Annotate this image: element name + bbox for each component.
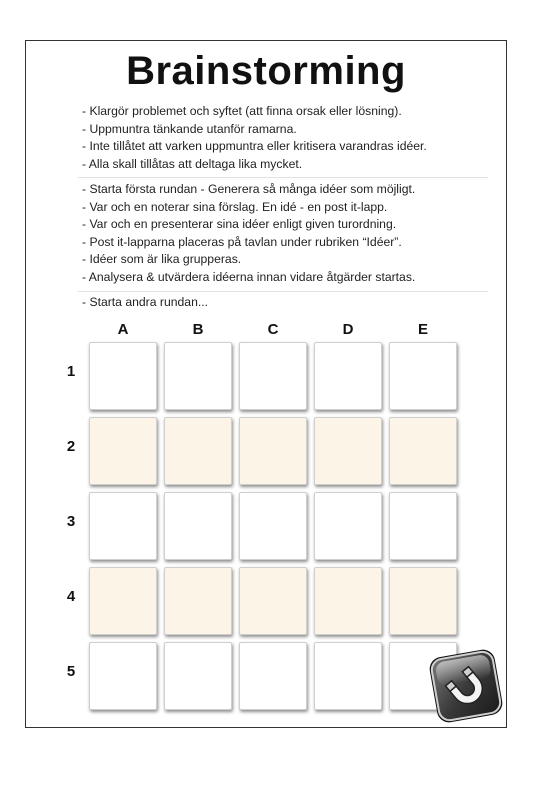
note-cell-a1[interactable] [89, 342, 157, 410]
magnet-icon[interactable] [429, 649, 503, 723]
step-line: - Var och en presenterar sina idéer enligt given turordning. [82, 217, 397, 231]
step-line: - Starta första rundan - Generera så många idéer som möjligt. [82, 182, 416, 196]
row-header-4: 4 [66, 588, 76, 605]
round-one-steps [82, 181, 482, 286]
note-cell-e3[interactable] [389, 492, 457, 560]
note-cell-a4[interactable] [89, 567, 157, 635]
divider [78, 291, 488, 292]
note-cell-e2[interactable] [389, 417, 457, 485]
rule-line: - Inte tillåtet att varken uppmuntra eller kritisera varandras idéer. [82, 139, 427, 153]
row-header-3: 3 [66, 513, 76, 530]
note-cell-d4[interactable] [314, 567, 382, 635]
column-header-d: D [342, 321, 354, 338]
note-cell-b1[interactable] [164, 342, 232, 410]
note-cell-c1[interactable] [239, 342, 307, 410]
note-cell-c2[interactable] [239, 417, 307, 485]
step-line: - Analysera & utvärdera idéerna innan vidare åtgärder startas. [82, 269, 416, 284]
rule-line: - Klargör problemet och syftet (att finna orsak eller lösning). [82, 104, 402, 118]
step-line: - Starta andra rundan... [82, 295, 209, 309]
row-header-2: 2 [66, 438, 76, 455]
column-header-b: B [192, 321, 204, 338]
brainstorming-sheet [25, 40, 507, 728]
row-header-1: 1 [66, 363, 76, 380]
note-cell-b5[interactable] [164, 642, 232, 710]
column-header-c: C [267, 321, 279, 338]
note-cell-a5[interactable] [89, 642, 157, 710]
note-cell-b2[interactable] [164, 417, 232, 485]
divider [78, 177, 488, 178]
rule-line: - Uppmuntra tänkande utanför ramarna. [82, 121, 297, 136]
note-cell-c3[interactable] [239, 492, 307, 560]
rule-line: - Alla skall tillåtas att deltaga lika mycket. [82, 156, 303, 171]
note-cell-d1[interactable] [314, 342, 382, 410]
note-cell-e1[interactable] [389, 342, 457, 410]
note-cell-a3[interactable] [89, 492, 157, 560]
round-two-steps [82, 294, 482, 312]
column-header-a: A [117, 321, 129, 338]
note-cell-c4[interactable] [239, 567, 307, 635]
note-cell-d2[interactable] [314, 417, 382, 485]
step-line: - Idéer som är lika grupperas. [82, 252, 242, 266]
row-header-5: 5 [66, 663, 76, 680]
note-cell-a2[interactable] [89, 417, 157, 485]
note-cell-e4[interactable] [389, 567, 457, 635]
note-cell-d3[interactable] [314, 492, 382, 560]
note-cell-b4[interactable] [164, 567, 232, 635]
note-cell-d5[interactable] [314, 642, 382, 710]
step-line: - Var och en noterar sina förslag. En idé - en post it-lapp. [82, 199, 388, 214]
column-header-e: E [417, 321, 428, 338]
page-title: Brainstorming [126, 49, 406, 93]
note-cell-b3[interactable] [164, 492, 232, 560]
rules-list [82, 103, 482, 173]
note-cell-c5[interactable] [239, 642, 307, 710]
step-line: - Post it-lapparna placeras på tavlan under rubriken “Idéer”. [82, 234, 402, 249]
